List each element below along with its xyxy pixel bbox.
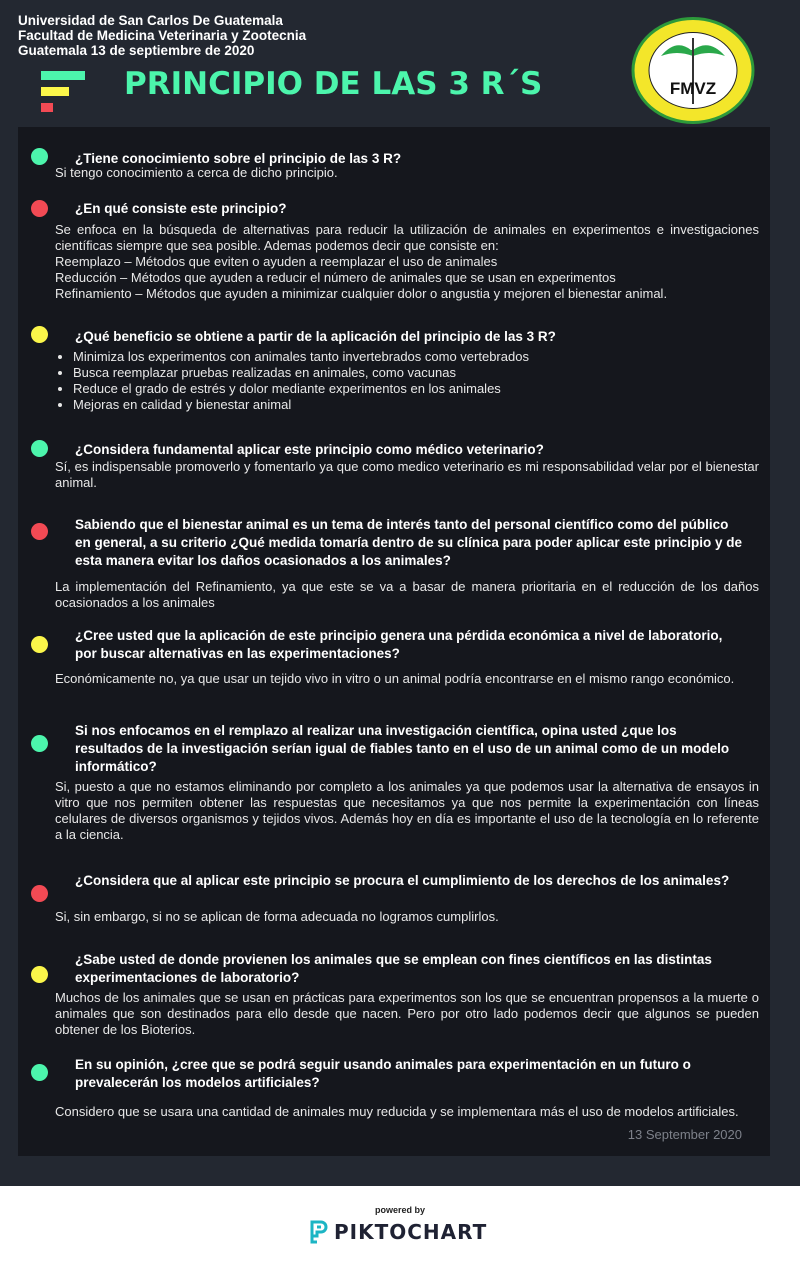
answer-text: Económicamente no, ya que usar un tejido vivo in vitro o un animal podría encontrarse en el mismo rango económico. <box>55 671 735 686</box>
question: ¿Qué beneficio se obtiene a partir de la aplicación del principio de las 3 R? <box>75 329 556 344</box>
question: ¿Considera que al aplicar este principio se procura el cumplimiento de los derechos de los animales? <box>75 873 730 888</box>
svg-text:FMVZ: FMVZ <box>669 79 717 98</box>
answer-text: Si, puesto a que no estamos eliminando por completo a los animales ya que podemos usar la alternativa de ensayos in vitro que nos permiten obtener las respuestas que necesitamos ya que nos permite la experimentación con líneas celulares de diversos organismos y tejidos vivos. Además hoy en día es importante el uso de la tecnología en lo referente a la ciencia. <box>55 779 759 842</box>
answer-bullet: • Mejoras en calidad y bienestar animal <box>73 397 759 413</box>
answer <box>55 459 759 491</box>
answer <box>55 779 759 843</box>
answer-text: La implementación del Refinamiento, ya que este se va a basar de manera prioritaria en el reducción de los daños ocasionados a los animales <box>55 579 759 610</box>
answer <box>55 909 759 925</box>
bullet-dot-green <box>31 1064 48 1081</box>
bullet-dot-red <box>31 885 48 902</box>
answer-text: Muchos de los animales que se usan en prácticas para experimentos son los que se encuentran propensos a la muerte o animales que son destinados para ello desde que nacen. Pero por otro lado podemos decir que algunos se pueden obtener de los Bioterios. <box>55 990 759 1037</box>
bullet-dot-yellow <box>31 966 48 983</box>
answer-text: Si tengo conocimiento a cerca de dicho principio. <box>55 165 338 180</box>
bullet-dot-red <box>31 523 48 540</box>
answer <box>55 1104 759 1120</box>
answer <box>55 165 759 181</box>
decor-bar-yellow <box>41 87 69 96</box>
bullet-dot-green <box>31 440 48 457</box>
fmvz-seal-logo <box>631 16 755 125</box>
answer-bullet: • Reduce el grado de estrés y dolor mediante experimentos en los animales <box>73 381 759 397</box>
answer-line: Reducción – Métodos que ayuden a reducir el número de animales que se usan en experimentos <box>55 270 616 285</box>
answer-text: Se enfoca en la búsqueda de alternativas para reducir la utilización de animales en experimentos e investigaciones científicas siempre que sea posible. Ademas podemos decir que consiste en: <box>55 222 759 253</box>
header-institution <box>18 13 306 58</box>
question: En su opinión, ¿cree que se podrá seguir usando animales para experimentación en un futuro o prevalecerán los modelos artificiales? <box>75 1057 691 1090</box>
question: Si nos enfocamos en el remplazo al realizar una investigación científica, opina usted ¿que los resultados de la investigación serían igual de fiables tanto en el uso de un animal como de un modelo informático? <box>75 723 730 774</box>
answer-text: Considero que se usara una cantidad de animales muy reducida y se implementara más el uso de modelos artificiales. <box>55 1104 739 1119</box>
date-stamp: 13 September 2020 <box>627 1127 742 1142</box>
answer-line: Refinamiento – Métodos que ayuden a minimizar cualquier dolor o angustia y mejoren el bienestar animal. <box>55 286 668 301</box>
answer-text: Sí, es indispensable promoverlo y fomentarlo ya que como medico veterinario es mi responsabilidad velar por el bienestar animal. <box>55 459 759 490</box>
answer-text: Si, sin embargo, si no se aplican de forma adecuada no logramos cumplirlos. <box>55 909 499 924</box>
decor-bar-green <box>41 71 85 80</box>
answer <box>55 222 759 302</box>
page-title: PRINCIPIO DE LAS 3 R´S <box>124 66 543 102</box>
question: Sabiendo que el bienestar animal es un tema de interés tanto del personal científico como del público en general, a su criterio ¿Qué medida tomaría dentro de su clínica para poder aplicar este principio y de esta manera evitar los daños ocasionados a los animales? <box>75 517 742 568</box>
piktochart-brand: PIKTOCHART <box>334 1220 488 1244</box>
bullet-dot-green <box>31 735 48 752</box>
place-date: Guatemala 13 de septiembre de 2020 <box>18 43 255 58</box>
powered-by: powered by <box>374 1205 425 1215</box>
faculty-name: Facultad de Medicina Veterinaria y Zootecnia <box>18 28 307 43</box>
question: ¿En qué consiste este principio? <box>75 201 287 216</box>
answer <box>55 579 759 611</box>
piktochart-link[interactable] <box>310 1220 487 1244</box>
piktochart-logo-icon <box>310 1220 328 1244</box>
content-panel <box>18 127 770 1156</box>
bullet-dot-yellow <box>31 326 48 343</box>
answer-bullet: • Minimiza los experimentos con animales tanto invertebrados como vertebrados <box>73 349 759 365</box>
question: ¿Considera fundamental aplicar este principio como médico veterinario? <box>75 442 544 457</box>
bullet-dot-yellow <box>31 636 48 653</box>
answer <box>55 671 759 687</box>
decor-bar-red <box>41 103 53 112</box>
answer-bullet: • Busca reemplazar pruebas realizadas en animales, como vacunas <box>73 365 759 381</box>
answer <box>55 990 759 1038</box>
question: ¿Tiene conocimiento sobre el principio de las 3 R? <box>75 151 402 166</box>
answer <box>55 349 759 413</box>
question: ¿Cree usted que la aplicación de este principio genera una pérdida económica a nivel de laboratorio, por buscar alternativas en las experimentaciones? <box>75 628 723 661</box>
answer-line: Reemplazo – Métodos que eviten o ayuden a reemplazar el uso de animales <box>55 254 498 269</box>
question: ¿Sabe usted de donde provienen los animales que se emplean con fines científicos en las distintas experimentaciones de laboratorio? <box>75 952 712 985</box>
university-name: Universidad de San Carlos De Guatemala <box>18 13 283 28</box>
bullet-dot-red <box>31 200 48 217</box>
bullet-dot-green <box>31 148 48 165</box>
